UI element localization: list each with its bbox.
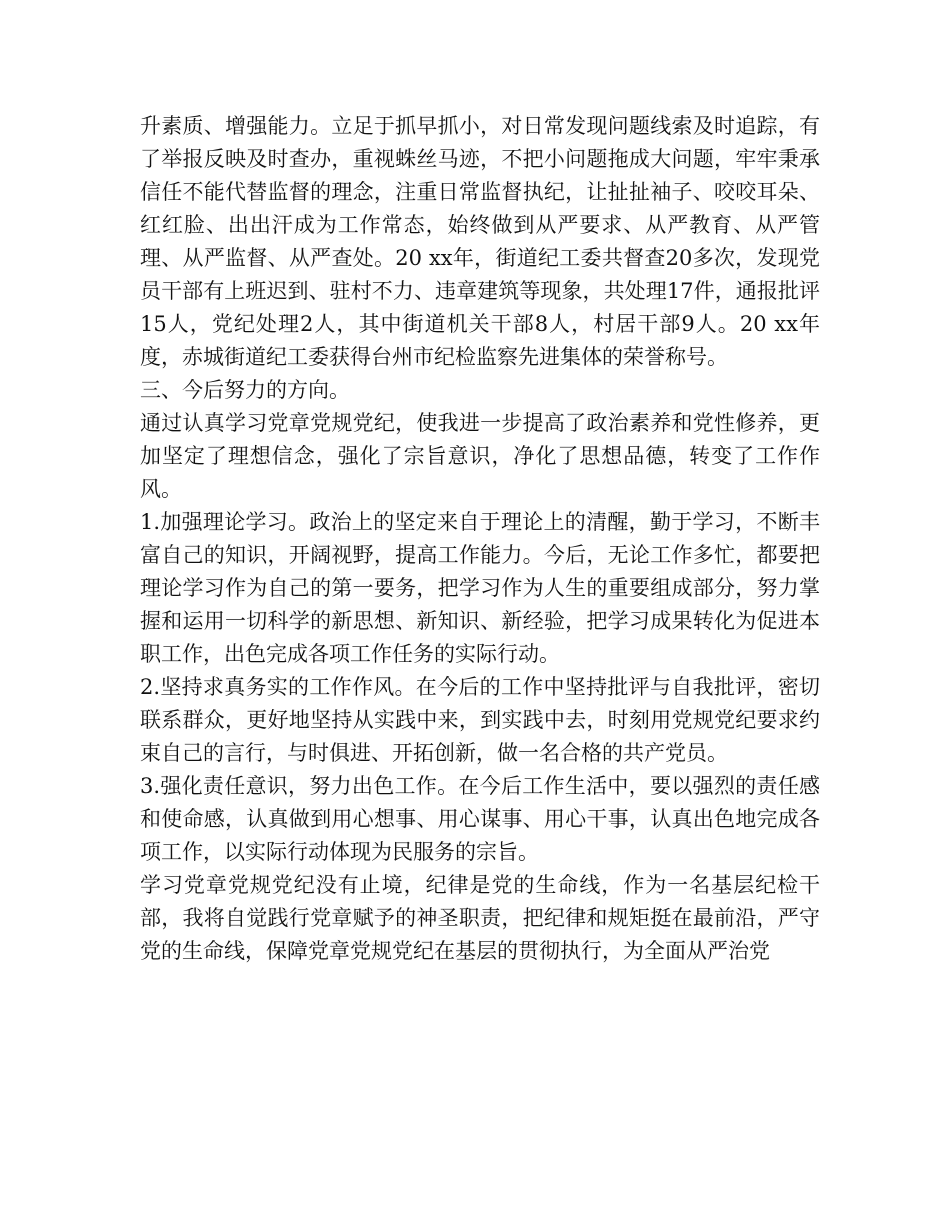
list-item-work-style: 2.坚持求真务实的工作作风。在今后的工作中坚持批评与自我批评，密切联系群众，更好地坚持从实践中来，到实践中去，时刻用党规党纪要求约束自己的言行，与时俱进、开拓创新，做一名合格的共产党员。 — [140, 675, 820, 765]
paragraph-closing: 学习党章党规党纪没有止境，纪律是党的生命线，作为一名基层纪检干部，我将自觉践行党章赋予的神圣职责，把纪律和规矩挺在最前沿，严守党的生命线，保障党章党规党纪在基层的贯彻执行，为全面从严治党 — [140, 873, 820, 963]
section-heading-future-direction: 三、今后努力的方向。 — [140, 378, 350, 402]
list-item-responsibility: 3.强化责任意识，努力出色工作。在今后工作生活中，要以强烈的责任感和使命感，认真做到用心想事、用心谋事、用心干事，认真出色地完成各项工作，以实际行动体现为民服务的宗旨。 — [140, 774, 820, 864]
paragraph-supervision-summary: 升素质、增强能力。立足于抓早抓小，对日常发现问题线索及时追踪，有了举报反映及时查办，重视蛛丝马迹，不把小问题拖成大问题，牢牢秉承信任不能代替监督的理念，注重日常监督执纪，让扯扯袖子、咬咬耳朵、红红脸、出出汗成为工作常态，始终做到从严要求、从严教育、从严管理、从严监督、从严查处。20 xx年，街道纪工委共督查20多次，发现党员干部有上班迟到、驻村不力、违章建筑等现象，共处理17件，通报批评15人，党纪处理2人，其中街道机关干部8人，村居干部9人。20 xx年度，赤城街道纪工委获得台州市纪检监察先进集体的荣誉称号。 — [140, 114, 820, 369]
paragraph-study-outcome: 通过认真学习党章党规党纪，使我进一步提高了政治素养和党性修养，更加坚定了理想信念，强化了宗旨意识，净化了思想品德，转变了工作作风。 — [140, 411, 820, 501]
list-item-theory-study: 1.加强理论学习。政治上的坚定来自于理论上的清醒，勤于学习，不断丰富自己的知识，开阔视野，提高工作能力。今后，无论工作多忙，都要把理论学习作为自己的第一要务，把学习作为人生的重要组成部分，努力掌握和运用一切科学的新思想、新知识、新经验，把学习成果转化为促进本职工作，出色完成各项工作任务的实际行动。 — [140, 510, 820, 666]
document-body — [140, 110, 820, 968]
